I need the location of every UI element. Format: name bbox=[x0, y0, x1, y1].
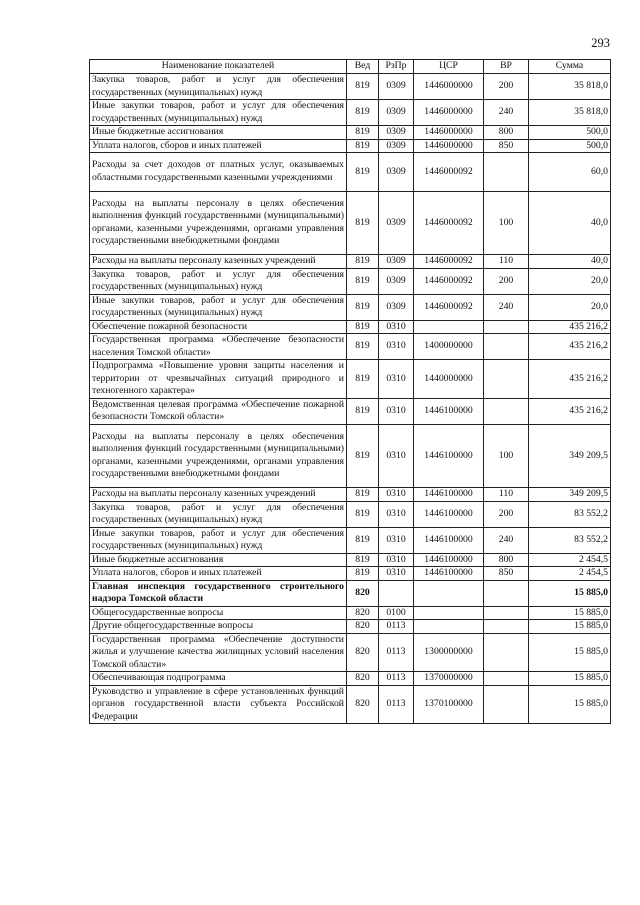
cell-sum: 60,0 bbox=[529, 153, 611, 192]
cell-rzpr: 0310 bbox=[379, 567, 414, 581]
cell-vr bbox=[484, 685, 529, 724]
cell-ved: 820 bbox=[347, 620, 379, 634]
cell-ved: 820 bbox=[347, 606, 379, 620]
cell-name: Государственная программа «Обеспечение доступности жилья и улучшение качества жилищных условий населения Томской области» bbox=[90, 633, 347, 672]
header-sum: Сумма bbox=[529, 60, 611, 74]
cell-csr: 1370100000 bbox=[414, 685, 484, 724]
cell-rzpr: 0309 bbox=[379, 74, 414, 100]
cell-ved: 819 bbox=[347, 488, 379, 502]
cell-rzpr: 0309 bbox=[379, 294, 414, 320]
cell-ved: 819 bbox=[347, 153, 379, 192]
cell-sum: 15 885,0 bbox=[529, 672, 611, 686]
cell-rzpr: 0310 bbox=[379, 320, 414, 334]
cell-name: Руководство и управление в сфере установленных функций органов государственной власти субъекта Российской Федерации bbox=[90, 685, 347, 724]
table-row bbox=[90, 153, 611, 192]
cell-sum: 20,0 bbox=[529, 294, 611, 320]
table-row bbox=[90, 672, 611, 686]
cell-sum: 435 216,2 bbox=[529, 398, 611, 424]
cell-name: Уплата налогов, сборов и иных платежей bbox=[90, 139, 347, 153]
cell-ved: 819 bbox=[347, 191, 379, 255]
cell-name: Уплата налогов, сборов и иных платежей bbox=[90, 567, 347, 581]
cell-sum: 40,0 bbox=[529, 255, 611, 269]
cell-vr: 100 bbox=[484, 424, 529, 488]
cell-sum: 15 885,0 bbox=[529, 606, 611, 620]
cell-sum: 83 552,2 bbox=[529, 527, 611, 553]
cell-rzpr: 0309 bbox=[379, 100, 414, 126]
cell-name: Главная инспекция государственного строительного надзора Томской области bbox=[90, 580, 347, 606]
cell-sum: 15 885,0 bbox=[529, 633, 611, 672]
cell-csr: 1446100000 bbox=[414, 527, 484, 553]
cell-rzpr: 0309 bbox=[379, 139, 414, 153]
cell-name: Ведомственная целевая программа «Обеспечение пожарной безопасности Томской области» bbox=[90, 398, 347, 424]
table-row bbox=[90, 527, 611, 553]
cell-rzpr: 0113 bbox=[379, 672, 414, 686]
cell-rzpr: 0113 bbox=[379, 633, 414, 672]
cell-sum: 15 885,0 bbox=[529, 580, 611, 606]
table-row bbox=[90, 501, 611, 527]
cell-ved: 819 bbox=[347, 527, 379, 553]
cell-csr: 1446000092 bbox=[414, 153, 484, 192]
cell-name: Закупка товаров, работ и услуг для обеспечения государственных (муниципальных) нужд bbox=[90, 74, 347, 100]
cell-vr: 240 bbox=[484, 527, 529, 553]
cell-rzpr: 0310 bbox=[379, 527, 414, 553]
cell-sum: 500,0 bbox=[529, 139, 611, 153]
cell-rzpr: 0310 bbox=[379, 334, 414, 360]
cell-sum: 35 818,0 bbox=[529, 74, 611, 100]
table-row bbox=[90, 360, 611, 399]
cell-name: Подпрограмма «Повышение уровня защиты населения и территории от чрезвычайных ситуаций природного и техногенного характера» bbox=[90, 360, 347, 399]
header-name: Наименование показателей bbox=[90, 60, 347, 74]
cell-ved: 819 bbox=[347, 334, 379, 360]
cell-vr: 110 bbox=[484, 488, 529, 502]
table-row bbox=[90, 100, 611, 126]
cell-vr: 200 bbox=[484, 74, 529, 100]
table-row bbox=[90, 620, 611, 634]
cell-csr: 1446000000 bbox=[414, 100, 484, 126]
cell-rzpr: 0310 bbox=[379, 488, 414, 502]
cell-ved: 819 bbox=[347, 126, 379, 140]
cell-vr bbox=[484, 320, 529, 334]
table-row bbox=[90, 633, 611, 672]
cell-name: Государственная программа «Обеспечение безопасности населения Томской области» bbox=[90, 334, 347, 360]
cell-name: Иные закупки товаров, работ и услуг для обеспечения государственных (муниципальных) нужд bbox=[90, 100, 347, 126]
table-row bbox=[90, 139, 611, 153]
cell-ved: 819 bbox=[347, 294, 379, 320]
cell-csr: 1446000092 bbox=[414, 268, 484, 294]
cell-vr: 850 bbox=[484, 139, 529, 153]
cell-vr bbox=[484, 398, 529, 424]
cell-ved: 819 bbox=[347, 74, 379, 100]
table-row bbox=[90, 126, 611, 140]
table-row bbox=[90, 398, 611, 424]
cell-name: Расходы на выплаты персоналу в целях обеспечения выполнения функций государственными (муниципальными) органами, казенными учреждениями, органами управления государственными внебюджетными фондами bbox=[90, 191, 347, 255]
cell-csr: 1446100000 bbox=[414, 553, 484, 567]
table-row bbox=[90, 255, 611, 269]
cell-sum: 15 885,0 bbox=[529, 620, 611, 634]
cell-vr: 240 bbox=[484, 294, 529, 320]
cell-vr: 800 bbox=[484, 126, 529, 140]
cell-rzpr: 0310 bbox=[379, 553, 414, 567]
cell-sum: 40,0 bbox=[529, 191, 611, 255]
cell-sum: 15 885,0 bbox=[529, 685, 611, 724]
cell-sum: 35 818,0 bbox=[529, 100, 611, 126]
cell-sum: 2 454,5 bbox=[529, 567, 611, 581]
cell-rzpr: 0310 bbox=[379, 360, 414, 399]
cell-vr: 240 bbox=[484, 100, 529, 126]
cell-ved: 819 bbox=[347, 255, 379, 269]
budget-table bbox=[89, 59, 611, 724]
cell-ved: 819 bbox=[347, 100, 379, 126]
cell-sum: 349 209,5 bbox=[529, 488, 611, 502]
cell-csr bbox=[414, 620, 484, 634]
cell-ved: 820 bbox=[347, 672, 379, 686]
cell-ved: 819 bbox=[347, 360, 379, 399]
cell-vr: 850 bbox=[484, 567, 529, 581]
cell-csr: 1446000000 bbox=[414, 74, 484, 100]
cell-ved: 819 bbox=[347, 320, 379, 334]
cell-rzpr: 0309 bbox=[379, 191, 414, 255]
cell-name: Закупка товаров, работ и услуг для обеспечения государственных (муниципальных) нужд bbox=[90, 501, 347, 527]
header-vr: ВР bbox=[484, 60, 529, 74]
cell-ved: 819 bbox=[347, 501, 379, 527]
cell-rzpr: 0309 bbox=[379, 153, 414, 192]
page-number: 293 bbox=[591, 36, 610, 50]
cell-name: Иные закупки товаров, работ и услуг для обеспечения государственных (муниципальных) нужд bbox=[90, 527, 347, 553]
cell-vr: 800 bbox=[484, 553, 529, 567]
cell-sum: 500,0 bbox=[529, 126, 611, 140]
cell-ved: 819 bbox=[347, 398, 379, 424]
cell-ved: 819 bbox=[347, 567, 379, 581]
cell-name: Иные бюджетные ассигнования bbox=[90, 553, 347, 567]
cell-name: Обеспечивающая подпрограмма bbox=[90, 672, 347, 686]
cell-name: Общегосударственные вопросы bbox=[90, 606, 347, 620]
table-row bbox=[90, 294, 611, 320]
cell-csr: 1400000000 bbox=[414, 334, 484, 360]
cell-csr bbox=[414, 580, 484, 606]
cell-ved: 820 bbox=[347, 633, 379, 672]
cell-sum: 435 216,2 bbox=[529, 320, 611, 334]
cell-name: Другие общегосударственные вопросы bbox=[90, 620, 347, 634]
cell-vr bbox=[484, 153, 529, 192]
cell-csr: 1446000000 bbox=[414, 126, 484, 140]
cell-csr: 1446000000 bbox=[414, 139, 484, 153]
cell-name: Расходы на выплаты персоналу казенных учреждений bbox=[90, 488, 347, 502]
cell-sum: 20,0 bbox=[529, 268, 611, 294]
cell-vr bbox=[484, 633, 529, 672]
cell-name: Расходы за счет доходов от платных услуг, оказываемых областными государственными казенными учреждениями bbox=[90, 153, 347, 192]
cell-sum: 435 216,2 bbox=[529, 334, 611, 360]
cell-csr: 1300000000 bbox=[414, 633, 484, 672]
cell-name: Расходы на выплаты персоналу казенных учреждений bbox=[90, 255, 347, 269]
cell-ved: 819 bbox=[347, 268, 379, 294]
cell-rzpr: 0113 bbox=[379, 685, 414, 724]
cell-rzpr: 0113 bbox=[379, 620, 414, 634]
cell-vr bbox=[484, 360, 529, 399]
cell-sum: 83 552,2 bbox=[529, 501, 611, 527]
table-row bbox=[90, 320, 611, 334]
cell-vr bbox=[484, 580, 529, 606]
cell-name: Иные закупки товаров, работ и услуг для обеспечения государственных (муниципальных) нужд bbox=[90, 294, 347, 320]
cell-name: Закупка товаров, работ и услуг для обеспечения государственных (муниципальных) нужд bbox=[90, 268, 347, 294]
cell-vr bbox=[484, 672, 529, 686]
table-row bbox=[90, 553, 611, 567]
cell-ved: 820 bbox=[347, 685, 379, 724]
cell-rzpr: 0309 bbox=[379, 255, 414, 269]
table-header-row bbox=[90, 60, 611, 74]
table-body bbox=[90, 74, 611, 724]
cell-vr: 200 bbox=[484, 501, 529, 527]
cell-csr: 1446000092 bbox=[414, 191, 484, 255]
cell-vr: 200 bbox=[484, 268, 529, 294]
cell-vr bbox=[484, 606, 529, 620]
cell-ved: 819 bbox=[347, 553, 379, 567]
cell-name: Расходы на выплаты персоналу в целях обеспечения выполнения функций государственными (муниципальными) органами, казенными учреждениями, органами управления государственными внебюджетными фондами bbox=[90, 424, 347, 488]
cell-name: Обеспечение пожарной безопасности bbox=[90, 320, 347, 334]
cell-csr: 1446100000 bbox=[414, 501, 484, 527]
cell-vr: 110 bbox=[484, 255, 529, 269]
cell-rzpr: 0310 bbox=[379, 501, 414, 527]
table-row bbox=[90, 191, 611, 255]
table-row bbox=[90, 606, 611, 620]
cell-vr bbox=[484, 334, 529, 360]
header-csr: ЦСР bbox=[414, 60, 484, 74]
table-row bbox=[90, 567, 611, 581]
table-row bbox=[90, 74, 611, 100]
cell-rzpr: 0100 bbox=[379, 606, 414, 620]
cell-csr: 1370000000 bbox=[414, 672, 484, 686]
cell-sum: 2 454,5 bbox=[529, 553, 611, 567]
cell-csr: 1446000092 bbox=[414, 255, 484, 269]
cell-vr bbox=[484, 620, 529, 634]
cell-rzpr bbox=[379, 580, 414, 606]
table-row bbox=[90, 488, 611, 502]
table-row bbox=[90, 424, 611, 488]
cell-rzpr: 0309 bbox=[379, 268, 414, 294]
cell-csr: 1446100000 bbox=[414, 488, 484, 502]
cell-ved: 819 bbox=[347, 139, 379, 153]
header-rzpr: РзПр bbox=[379, 60, 414, 74]
header-ved: Вед bbox=[347, 60, 379, 74]
cell-name: Иные бюджетные ассигнования bbox=[90, 126, 347, 140]
table-row bbox=[90, 268, 611, 294]
table-row bbox=[90, 685, 611, 724]
cell-ved: 819 bbox=[347, 424, 379, 488]
cell-csr: 1446100000 bbox=[414, 424, 484, 488]
cell-rzpr: 0310 bbox=[379, 398, 414, 424]
cell-sum: 349 209,5 bbox=[529, 424, 611, 488]
cell-rzpr: 0309 bbox=[379, 126, 414, 140]
cell-csr: 1446100000 bbox=[414, 567, 484, 581]
cell-csr: 1440000000 bbox=[414, 360, 484, 399]
cell-csr: 1446000092 bbox=[414, 294, 484, 320]
cell-sum: 435 216,2 bbox=[529, 360, 611, 399]
cell-csr bbox=[414, 320, 484, 334]
cell-csr bbox=[414, 606, 484, 620]
cell-csr: 1446100000 bbox=[414, 398, 484, 424]
cell-rzpr: 0310 bbox=[379, 424, 414, 488]
cell-vr: 100 bbox=[484, 191, 529, 255]
table-row bbox=[90, 334, 611, 360]
table-row bbox=[90, 580, 611, 606]
cell-ved: 820 bbox=[347, 580, 379, 606]
